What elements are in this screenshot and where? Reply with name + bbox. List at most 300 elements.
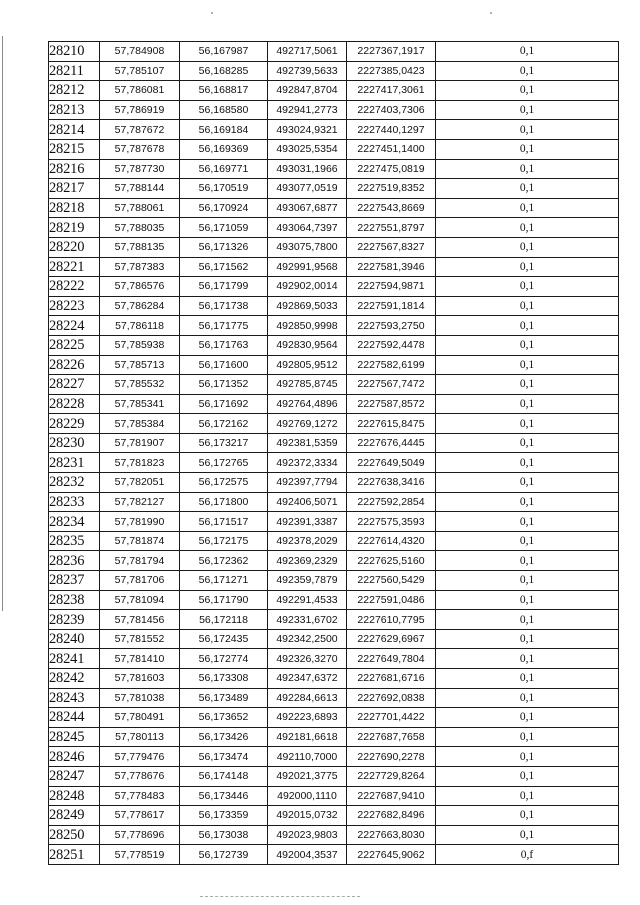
table-row xyxy=(49,688,619,708)
value-cell: 0,1 xyxy=(436,649,619,669)
x-coordinate-cell: 492739,5633 xyxy=(268,61,347,81)
latitude-cell: 57,778483 xyxy=(100,786,180,806)
table-row xyxy=(49,845,619,865)
longitude-cell: 56,172118 xyxy=(180,610,268,630)
longitude-cell: 56,171692 xyxy=(180,394,268,414)
point-id-cell: 28211 xyxy=(49,61,100,81)
table-row xyxy=(49,669,619,689)
value-cell: 0,1 xyxy=(436,747,619,767)
point-id-cell: 28219 xyxy=(49,218,100,238)
x-coordinate-cell: 492869,5033 xyxy=(268,296,347,316)
y-coordinate-cell: 2227638,3416 xyxy=(347,473,436,493)
point-id-cell: 28215 xyxy=(49,139,100,159)
y-coordinate-cell: 2227417,3061 xyxy=(347,81,436,101)
point-id-cell: 28233 xyxy=(49,492,100,512)
value-cell: 0,1 xyxy=(436,708,619,728)
table-row xyxy=(49,492,619,512)
table-row xyxy=(49,296,619,316)
point-id-cell: 28230 xyxy=(49,433,100,453)
value-cell: 0,1 xyxy=(436,100,619,120)
y-coordinate-cell: 2227615,8475 xyxy=(347,414,436,434)
point-id-cell: 28250 xyxy=(49,825,100,845)
table-row xyxy=(49,355,619,375)
table-row xyxy=(49,727,619,747)
point-id-cell: 28234 xyxy=(49,512,100,532)
table-row xyxy=(49,414,619,434)
longitude-cell: 56,171775 xyxy=(180,316,268,336)
value-cell: 0,1 xyxy=(436,257,619,277)
point-id-cell: 28212 xyxy=(49,81,100,101)
value-cell: 0,1 xyxy=(436,375,619,395)
longitude-cell: 56,171800 xyxy=(180,492,268,512)
value-cell: 0,1 xyxy=(436,61,619,81)
point-id-cell: 28220 xyxy=(49,237,100,257)
y-coordinate-cell: 2227663,8030 xyxy=(347,825,436,845)
x-coordinate-cell: 492342,2500 xyxy=(268,629,347,649)
latitude-cell: 57,778676 xyxy=(100,766,180,786)
value-cell: 0,1 xyxy=(436,433,619,453)
y-coordinate-cell: 2227592,4478 xyxy=(347,335,436,355)
value-cell: 0,1 xyxy=(436,335,619,355)
x-coordinate-cell: 492331,6702 xyxy=(268,610,347,630)
latitude-cell: 57,781990 xyxy=(100,512,180,532)
point-id-cell: 28241 xyxy=(49,649,100,669)
value-cell: 0,1 xyxy=(436,806,619,826)
table-row xyxy=(49,806,619,826)
latitude-cell: 57,781874 xyxy=(100,531,180,551)
y-coordinate-cell: 2227593,2750 xyxy=(347,316,436,336)
table-row xyxy=(49,766,619,786)
latitude-cell: 57,778696 xyxy=(100,825,180,845)
value-cell: 0,1 xyxy=(436,727,619,747)
table-row xyxy=(49,394,619,414)
table-row xyxy=(49,825,619,845)
x-coordinate-cell: 492785,8745 xyxy=(268,375,347,395)
table-row xyxy=(49,218,619,238)
latitude-cell: 57,786284 xyxy=(100,296,180,316)
y-coordinate-cell: 2227614,4320 xyxy=(347,531,436,551)
latitude-cell: 57,787383 xyxy=(100,257,180,277)
y-coordinate-cell: 2227681,6716 xyxy=(347,669,436,689)
longitude-cell: 56,171059 xyxy=(180,218,268,238)
longitude-cell: 56,170519 xyxy=(180,179,268,199)
longitude-cell: 56,167987 xyxy=(180,42,268,62)
x-coordinate-cell: 492181,6618 xyxy=(268,727,347,747)
longitude-cell: 56,168817 xyxy=(180,81,268,101)
x-coordinate-cell: 492223,6893 xyxy=(268,708,347,728)
table-row xyxy=(49,335,619,355)
table-row xyxy=(49,61,619,81)
x-coordinate-cell: 492015,0732 xyxy=(268,806,347,826)
value-cell: 0,1 xyxy=(436,610,619,630)
longitude-cell: 56,170924 xyxy=(180,198,268,218)
x-coordinate-cell: 492805,9512 xyxy=(268,355,347,375)
point-id-cell: 28235 xyxy=(49,531,100,551)
latitude-cell: 57,780491 xyxy=(100,708,180,728)
scan-speck xyxy=(211,12,213,14)
longitude-cell: 56,173474 xyxy=(180,747,268,767)
longitude-cell: 56,168580 xyxy=(180,100,268,120)
latitude-cell: 57,778617 xyxy=(100,806,180,826)
longitude-cell: 56,173446 xyxy=(180,786,268,806)
point-id-cell: 28221 xyxy=(49,257,100,277)
latitude-cell: 57,788035 xyxy=(100,218,180,238)
latitude-cell: 57,785532 xyxy=(100,375,180,395)
latitude-cell: 57,785713 xyxy=(100,355,180,375)
point-id-cell: 28237 xyxy=(49,571,100,591)
longitude-cell: 56,171763 xyxy=(180,335,268,355)
point-id-cell: 28223 xyxy=(49,296,100,316)
x-coordinate-cell: 492291,4533 xyxy=(268,590,347,610)
y-coordinate-cell: 2227649,5049 xyxy=(347,453,436,473)
latitude-cell: 57,780113 xyxy=(100,727,180,747)
longitude-cell: 56,171271 xyxy=(180,571,268,591)
point-id-cell: 28249 xyxy=(49,806,100,826)
latitude-cell: 57,781907 xyxy=(100,433,180,453)
longitude-cell: 56,171799 xyxy=(180,277,268,297)
table-row xyxy=(49,551,619,571)
table-row xyxy=(49,42,619,62)
table-row xyxy=(49,747,619,767)
value-cell: 0,1 xyxy=(436,551,619,571)
value-cell: 0,1 xyxy=(436,786,619,806)
value-cell: 0,1 xyxy=(436,179,619,199)
x-coordinate-cell: 493075,7800 xyxy=(268,237,347,257)
x-coordinate-cell: 492406,5071 xyxy=(268,492,347,512)
value-cell: 0,1 xyxy=(436,414,619,434)
longitude-cell: 56,171326 xyxy=(180,237,268,257)
value-cell: 0,1 xyxy=(436,316,619,336)
longitude-cell: 56,172739 xyxy=(180,845,268,865)
point-id-cell: 28236 xyxy=(49,551,100,571)
coordinates-table xyxy=(48,41,619,865)
point-id-cell: 28242 xyxy=(49,669,100,689)
scan-speck xyxy=(490,12,492,14)
point-id-cell: 28225 xyxy=(49,335,100,355)
x-coordinate-cell: 492764,4896 xyxy=(268,394,347,414)
latitude-cell: 57,782127 xyxy=(100,492,180,512)
point-id-cell: 28228 xyxy=(49,394,100,414)
x-coordinate-cell: 493031,1966 xyxy=(268,159,347,179)
x-coordinate-cell: 492391,3387 xyxy=(268,512,347,532)
point-id-cell: 28224 xyxy=(49,316,100,336)
longitude-cell: 56,173308 xyxy=(180,669,268,689)
longitude-cell: 56,173217 xyxy=(180,433,268,453)
y-coordinate-cell: 2227592,2854 xyxy=(347,492,436,512)
y-coordinate-cell: 2227591,1814 xyxy=(347,296,436,316)
y-coordinate-cell: 2227519,8352 xyxy=(347,179,436,199)
x-coordinate-cell: 492991,9568 xyxy=(268,257,347,277)
y-coordinate-cell: 2227575,3593 xyxy=(347,512,436,532)
latitude-cell: 57,788135 xyxy=(100,237,180,257)
x-coordinate-cell: 492941,2773 xyxy=(268,100,347,120)
point-id-cell: 28227 xyxy=(49,375,100,395)
x-coordinate-cell: 492902,0014 xyxy=(268,277,347,297)
table-row xyxy=(49,120,619,140)
x-coordinate-cell: 493064,7397 xyxy=(268,218,347,238)
latitude-cell: 57,788061 xyxy=(100,198,180,218)
point-id-cell: 28232 xyxy=(49,473,100,493)
value-cell: 0,1 xyxy=(436,766,619,786)
y-coordinate-cell: 2227560,5429 xyxy=(347,571,436,591)
point-id-cell: 28218 xyxy=(49,198,100,218)
y-coordinate-cell: 2227440,1297 xyxy=(347,120,436,140)
table-row xyxy=(49,159,619,179)
table-row xyxy=(49,375,619,395)
y-coordinate-cell: 2227582,6199 xyxy=(347,355,436,375)
value-cell: 0,1 xyxy=(436,198,619,218)
y-coordinate-cell: 2227385,0423 xyxy=(347,61,436,81)
longitude-cell: 56,172774 xyxy=(180,649,268,669)
y-coordinate-cell: 2227475,0819 xyxy=(347,159,436,179)
longitude-cell: 56,172162 xyxy=(180,414,268,434)
latitude-cell: 57,787730 xyxy=(100,159,180,179)
point-id-cell: 28244 xyxy=(49,708,100,728)
longitude-cell: 56,173489 xyxy=(180,688,268,708)
x-coordinate-cell: 492347,6372 xyxy=(268,669,347,689)
value-cell: 0,1 xyxy=(436,139,619,159)
latitude-cell: 57,778519 xyxy=(100,845,180,865)
table-body xyxy=(49,42,619,865)
latitude-cell: 57,781552 xyxy=(100,629,180,649)
latitude-cell: 57,785107 xyxy=(100,61,180,81)
latitude-cell: 57,781410 xyxy=(100,649,180,669)
value-cell: 0,f xyxy=(436,845,619,865)
y-coordinate-cell: 2227581,3946 xyxy=(347,257,436,277)
x-coordinate-cell: 492284,6613 xyxy=(268,688,347,708)
x-coordinate-cell: 492769,1272 xyxy=(268,414,347,434)
latitude-cell: 57,785341 xyxy=(100,394,180,414)
x-coordinate-cell: 492369,2329 xyxy=(268,551,347,571)
y-coordinate-cell: 2227690,2278 xyxy=(347,747,436,767)
value-cell: 0,1 xyxy=(436,42,619,62)
y-coordinate-cell: 2227676,4445 xyxy=(347,433,436,453)
point-id-cell: 28222 xyxy=(49,277,100,297)
longitude-cell: 56,174148 xyxy=(180,766,268,786)
table-row xyxy=(49,786,619,806)
value-cell: 0,1 xyxy=(436,571,619,591)
x-coordinate-cell: 492381,5359 xyxy=(268,433,347,453)
y-coordinate-cell: 2227594,9871 xyxy=(347,277,436,297)
point-id-cell: 28213 xyxy=(49,100,100,120)
latitude-cell: 57,781823 xyxy=(100,453,180,473)
point-id-cell: 28248 xyxy=(49,786,100,806)
point-id-cell: 28247 xyxy=(49,766,100,786)
longitude-cell: 56,171790 xyxy=(180,590,268,610)
value-cell: 0,1 xyxy=(436,81,619,101)
page-edge-line xyxy=(2,36,3,611)
longitude-cell: 56,173652 xyxy=(180,708,268,728)
x-coordinate-cell: 492378,2029 xyxy=(268,531,347,551)
y-coordinate-cell: 2227687,9410 xyxy=(347,786,436,806)
y-coordinate-cell: 2227451,1400 xyxy=(347,139,436,159)
table-row xyxy=(49,649,619,669)
x-coordinate-cell: 492110,7000 xyxy=(268,747,347,767)
table-row xyxy=(49,179,619,199)
y-coordinate-cell: 2227645,9062 xyxy=(347,845,436,865)
latitude-cell: 57,781706 xyxy=(100,571,180,591)
table-row xyxy=(49,316,619,336)
latitude-cell: 57,781794 xyxy=(100,551,180,571)
latitude-cell: 57,779476 xyxy=(100,747,180,767)
longitude-cell: 56,172362 xyxy=(180,551,268,571)
longitude-cell: 56,171738 xyxy=(180,296,268,316)
value-cell: 0,1 xyxy=(436,825,619,845)
point-id-cell: 28210 xyxy=(49,42,100,62)
value-cell: 0,1 xyxy=(436,688,619,708)
value-cell: 0,1 xyxy=(436,355,619,375)
latitude-cell: 57,786118 xyxy=(100,316,180,336)
value-cell: 0,1 xyxy=(436,394,619,414)
table-row xyxy=(49,257,619,277)
y-coordinate-cell: 2227591,0486 xyxy=(347,590,436,610)
table-row xyxy=(49,610,619,630)
table-row xyxy=(49,237,619,257)
latitude-cell: 57,788144 xyxy=(100,179,180,199)
y-coordinate-cell: 2227625,5160 xyxy=(347,551,436,571)
x-coordinate-cell: 493067,6877 xyxy=(268,198,347,218)
table-row xyxy=(49,433,619,453)
table-row xyxy=(49,629,619,649)
value-cell: 0,1 xyxy=(436,453,619,473)
y-coordinate-cell: 2227649,7804 xyxy=(347,649,436,669)
point-id-cell: 28229 xyxy=(49,414,100,434)
table-row xyxy=(49,453,619,473)
y-coordinate-cell: 2227587,8572 xyxy=(347,394,436,414)
y-coordinate-cell: 2227403,7306 xyxy=(347,100,436,120)
y-coordinate-cell: 2227682,8496 xyxy=(347,806,436,826)
longitude-cell: 56,171600 xyxy=(180,355,268,375)
value-cell: 0,1 xyxy=(436,629,619,649)
table-row xyxy=(49,139,619,159)
table-row xyxy=(49,708,619,728)
table-row xyxy=(49,198,619,218)
latitude-cell: 57,784908 xyxy=(100,42,180,62)
latitude-cell: 57,785938 xyxy=(100,335,180,355)
y-coordinate-cell: 2227567,8327 xyxy=(347,237,436,257)
longitude-cell: 56,168285 xyxy=(180,61,268,81)
x-coordinate-cell: 493025,5354 xyxy=(268,139,347,159)
y-coordinate-cell: 2227687,7658 xyxy=(347,727,436,747)
table-row xyxy=(49,512,619,532)
y-coordinate-cell: 2227629,6967 xyxy=(347,629,436,649)
point-id-cell: 28231 xyxy=(49,453,100,473)
table-row xyxy=(49,571,619,591)
latitude-cell: 57,781456 xyxy=(100,610,180,630)
x-coordinate-cell: 492847,8704 xyxy=(268,81,347,101)
table-row xyxy=(49,100,619,120)
table-row xyxy=(49,590,619,610)
table-row xyxy=(49,81,619,101)
x-coordinate-cell: 492717,5061 xyxy=(268,42,347,62)
x-coordinate-cell: 492830,9564 xyxy=(268,335,347,355)
point-id-cell: 28238 xyxy=(49,590,100,610)
scan-artifact-line xyxy=(200,896,360,899)
x-coordinate-cell: 493024,9321 xyxy=(268,120,347,140)
value-cell: 0,1 xyxy=(436,531,619,551)
longitude-cell: 56,171352 xyxy=(180,375,268,395)
longitude-cell: 56,173359 xyxy=(180,806,268,826)
x-coordinate-cell: 492023,9803 xyxy=(268,825,347,845)
latitude-cell: 57,787678 xyxy=(100,139,180,159)
y-coordinate-cell: 2227610,7795 xyxy=(347,610,436,630)
value-cell: 0,1 xyxy=(436,277,619,297)
table-row xyxy=(49,473,619,493)
longitude-cell: 56,169771 xyxy=(180,159,268,179)
x-coordinate-cell: 492000,1110 xyxy=(268,786,347,806)
x-coordinate-cell: 492359,7879 xyxy=(268,571,347,591)
table-row xyxy=(49,531,619,551)
value-cell: 0,1 xyxy=(436,237,619,257)
longitude-cell: 56,172575 xyxy=(180,473,268,493)
latitude-cell: 57,786576 xyxy=(100,277,180,297)
table-row xyxy=(49,277,619,297)
x-coordinate-cell: 492397,7794 xyxy=(268,473,347,493)
x-coordinate-cell: 492326,3270 xyxy=(268,649,347,669)
longitude-cell: 56,172765 xyxy=(180,453,268,473)
latitude-cell: 57,786919 xyxy=(100,100,180,120)
x-coordinate-cell: 492021,3775 xyxy=(268,766,347,786)
point-id-cell: 28216 xyxy=(49,159,100,179)
latitude-cell: 57,787672 xyxy=(100,120,180,140)
latitude-cell: 57,781038 xyxy=(100,688,180,708)
latitude-cell: 57,786081 xyxy=(100,81,180,101)
value-cell: 0,1 xyxy=(436,512,619,532)
value-cell: 0,1 xyxy=(436,159,619,179)
longitude-cell: 56,172175 xyxy=(180,531,268,551)
point-id-cell: 28214 xyxy=(49,120,100,140)
y-coordinate-cell: 2227729,8264 xyxy=(347,766,436,786)
longitude-cell: 56,173038 xyxy=(180,825,268,845)
longitude-cell: 56,173426 xyxy=(180,727,268,747)
value-cell: 0,1 xyxy=(436,218,619,238)
point-id-cell: 28251 xyxy=(49,845,100,865)
point-id-cell: 28243 xyxy=(49,688,100,708)
y-coordinate-cell: 2227543,8669 xyxy=(347,198,436,218)
longitude-cell: 56,171562 xyxy=(180,257,268,277)
value-cell: 0,1 xyxy=(436,473,619,493)
x-coordinate-cell: 492850,9998 xyxy=(268,316,347,336)
x-coordinate-cell: 492372,3334 xyxy=(268,453,347,473)
latitude-cell: 57,781603 xyxy=(100,669,180,689)
y-coordinate-cell: 2227567,7472 xyxy=(347,375,436,395)
longitude-cell: 56,172435 xyxy=(180,629,268,649)
point-id-cell: 28239 xyxy=(49,610,100,630)
latitude-cell: 57,781094 xyxy=(100,590,180,610)
point-id-cell: 28245 xyxy=(49,727,100,747)
value-cell: 0,1 xyxy=(436,590,619,610)
point-id-cell: 28226 xyxy=(49,355,100,375)
value-cell: 0,1 xyxy=(436,669,619,689)
point-id-cell: 28217 xyxy=(49,179,100,199)
latitude-cell: 57,782051 xyxy=(100,473,180,493)
y-coordinate-cell: 2227551,8797 xyxy=(347,218,436,238)
value-cell: 0,1 xyxy=(436,296,619,316)
longitude-cell: 56,169369 xyxy=(180,139,268,159)
longitude-cell: 56,171517 xyxy=(180,512,268,532)
point-id-cell: 28240 xyxy=(49,629,100,649)
point-id-cell: 28246 xyxy=(49,747,100,767)
value-cell: 0,1 xyxy=(436,492,619,512)
y-coordinate-cell: 2227367,1917 xyxy=(347,42,436,62)
latitude-cell: 57,785384 xyxy=(100,414,180,434)
longitude-cell: 56,169184 xyxy=(180,120,268,140)
x-coordinate-cell: 492004,3537 xyxy=(268,845,347,865)
y-coordinate-cell: 2227701,4422 xyxy=(347,708,436,728)
value-cell: 0,1 xyxy=(436,120,619,140)
y-coordinate-cell: 2227692,0838 xyxy=(347,688,436,708)
x-coordinate-cell: 493077,0519 xyxy=(268,179,347,199)
